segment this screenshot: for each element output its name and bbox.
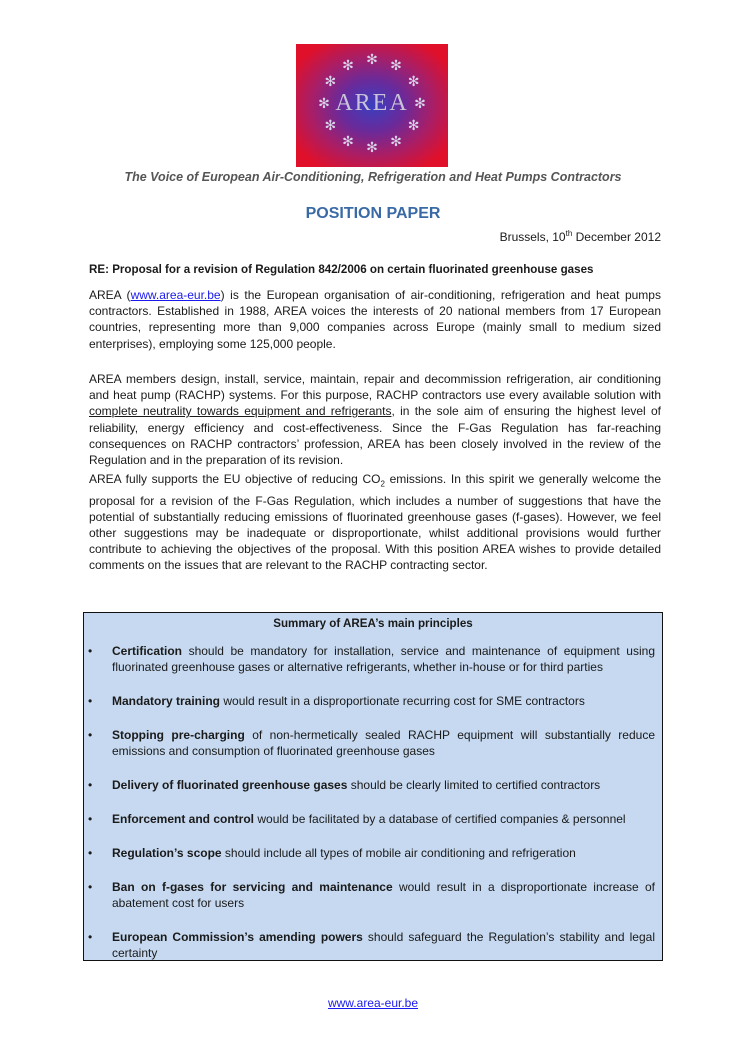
logo-star-icon: ✻ xyxy=(324,74,337,90)
logo-star-icon: ✻ xyxy=(366,52,378,68)
bullet-icon: • xyxy=(88,644,93,658)
summary-item-bold: Enforcement and control xyxy=(112,812,255,826)
footer xyxy=(0,996,746,1010)
tagline: The Voice of European Air-Conditioning, Refrigeration and Heat Pumps Contractors xyxy=(124,170,622,184)
area-website-link[interactable]: www.area-eur.be xyxy=(130,288,221,302)
subject-line: RE: Proposal for a revision of Regulation 842/2006 on certain fluorinated greenhouse gases xyxy=(89,263,594,276)
summary-item-text: should be clearly limited to certified contractors xyxy=(347,778,601,792)
p1-lead: AREA ( xyxy=(89,288,131,302)
summary-box xyxy=(83,612,663,961)
document-title: POSITION PAPER xyxy=(305,205,441,222)
bullet-icon: • xyxy=(88,694,93,708)
summary-item xyxy=(88,929,655,961)
bullet-icon: • xyxy=(88,728,93,742)
logo-star-icon: ✻ xyxy=(342,57,354,74)
summary-item-bold: Delivery of fluorinated greenhouse gases xyxy=(112,778,348,792)
summary-item-bold: Certification xyxy=(112,644,183,658)
dateline-ordinal: th xyxy=(565,229,573,238)
logo-star-icon: ✻ xyxy=(342,134,354,151)
bullet-icon: • xyxy=(88,930,93,944)
logo-star-icon: ✻ xyxy=(366,140,378,156)
p3-lead: AREA fully supports the EU objective of reducing CO xyxy=(89,472,381,486)
summary-item xyxy=(88,879,655,911)
logo-star-icon: ✻ xyxy=(318,96,330,112)
dateline-rest: December 2012 xyxy=(572,230,661,244)
summary-item-bold: Mandatory training xyxy=(112,694,221,708)
logo-star-icon: ✻ xyxy=(324,118,337,134)
logo-star-icon: ✻ xyxy=(407,118,420,134)
logo-star-icon: ✻ xyxy=(390,134,402,151)
summary-title: Summary of AREA’s main principles xyxy=(273,617,473,630)
summary-item-bold: Ban on f-gases for servicing and maintenance xyxy=(112,880,393,894)
paragraph-position xyxy=(89,471,661,574)
summary-item xyxy=(88,643,655,675)
logo-text: AREA xyxy=(335,90,409,116)
footer-website-link[interactable]: www.area-eur.be xyxy=(327,996,419,1010)
p1-rest: ) is the European organisation of air-conditioning, refrigeration and heat pumps contractors. Established in 1988, AREA voices the interests of 20 national members from 17 European countries, representing more than 9,000 companies across Europe (mainly small to medium sized enterprises), employing some 125,000 people. xyxy=(89,288,661,351)
bullet-icon: • xyxy=(88,812,93,826)
p3-rest: emissions. In this spirit we generally welcome the proposal for a revision of the F-Gas Regulation, which includes a number of suggestions that have the potential of substantially reducing emissions of fluorinated greenhouse gases (f-gases). However, we feel other suggestions may be inadequate or disproportionate, whilst additional provisions would further contribute to achieving the objectives of the proposal. With this position AREA wishes to provide detailed comments on the issues that are relevant to the RACHP contracting sector. xyxy=(89,472,661,573)
summary-item xyxy=(88,693,655,709)
p2-lead: AREA members design, install, service, maintain, repair and decommission refrigeration, air conditioning and heat pump (RACHP) systems. For this purpose, RACHP contractors use every available solution with xyxy=(89,372,661,403)
summary-item xyxy=(88,811,655,827)
summary-item xyxy=(88,727,655,759)
dateline xyxy=(500,229,661,244)
p2-rest: , in the sole aim of ensuring the highest level of reliability, energy efficiency and cost-effectiveness. Since the F-Gas Regulation has far-reaching consequences on RACHP contractors’ profession, AREA has been closely involved in the review of the Regulation and in the preparation of its revision. xyxy=(89,404,661,468)
summary-item xyxy=(88,777,655,793)
summary-item-text: would be facilitated by a database of certified companies & personnel xyxy=(254,812,626,826)
dateline-prefix: Brussels, 10 xyxy=(499,230,566,244)
p2-underlined: complete neutrality towards equipment and refrigerants xyxy=(89,404,392,419)
logo-star-icon: ✻ xyxy=(414,96,426,112)
paragraph-intro xyxy=(89,287,661,352)
summary-item-text: would result in a disproportionate recurring cost for SME contractors xyxy=(220,694,585,708)
summary-item-bold: Regulation’s scope xyxy=(112,846,222,860)
summary-item-text: of non-hermetically sealed RACHP equipment will substantially reduce emissions and consumption of fluorinated greenhouse gases xyxy=(112,728,655,759)
summary-item-bold: European Commission’s amending powers xyxy=(112,930,363,944)
logo-star-icon: ✻ xyxy=(390,57,402,74)
bullet-icon: • xyxy=(88,880,93,894)
p3-subscript: 2 xyxy=(380,479,385,489)
logo-star-icon: ✻ xyxy=(407,74,420,90)
summary-item xyxy=(88,845,655,861)
summary-item-text: should include all types of mobile air conditioning and refrigeration xyxy=(221,846,576,860)
summary-item-text: would result in a disproportionate increase of abatement cost for users xyxy=(112,880,655,911)
bullet-icon: • xyxy=(88,778,93,792)
paragraph-members xyxy=(89,371,661,468)
summary-item-text: should safeguard the Regulation’s stability and legal certainty xyxy=(112,930,655,961)
summary-item-text: should be mandatory for installation, service and maintenance of equipment using fluorinated greenhouse gases or alternative refrigerants, whether in-house or for third parties xyxy=(112,644,655,675)
summary-item-bold: Stopping pre-charging xyxy=(112,728,245,742)
area-logo xyxy=(296,44,448,167)
bullet-icon: • xyxy=(88,846,93,860)
